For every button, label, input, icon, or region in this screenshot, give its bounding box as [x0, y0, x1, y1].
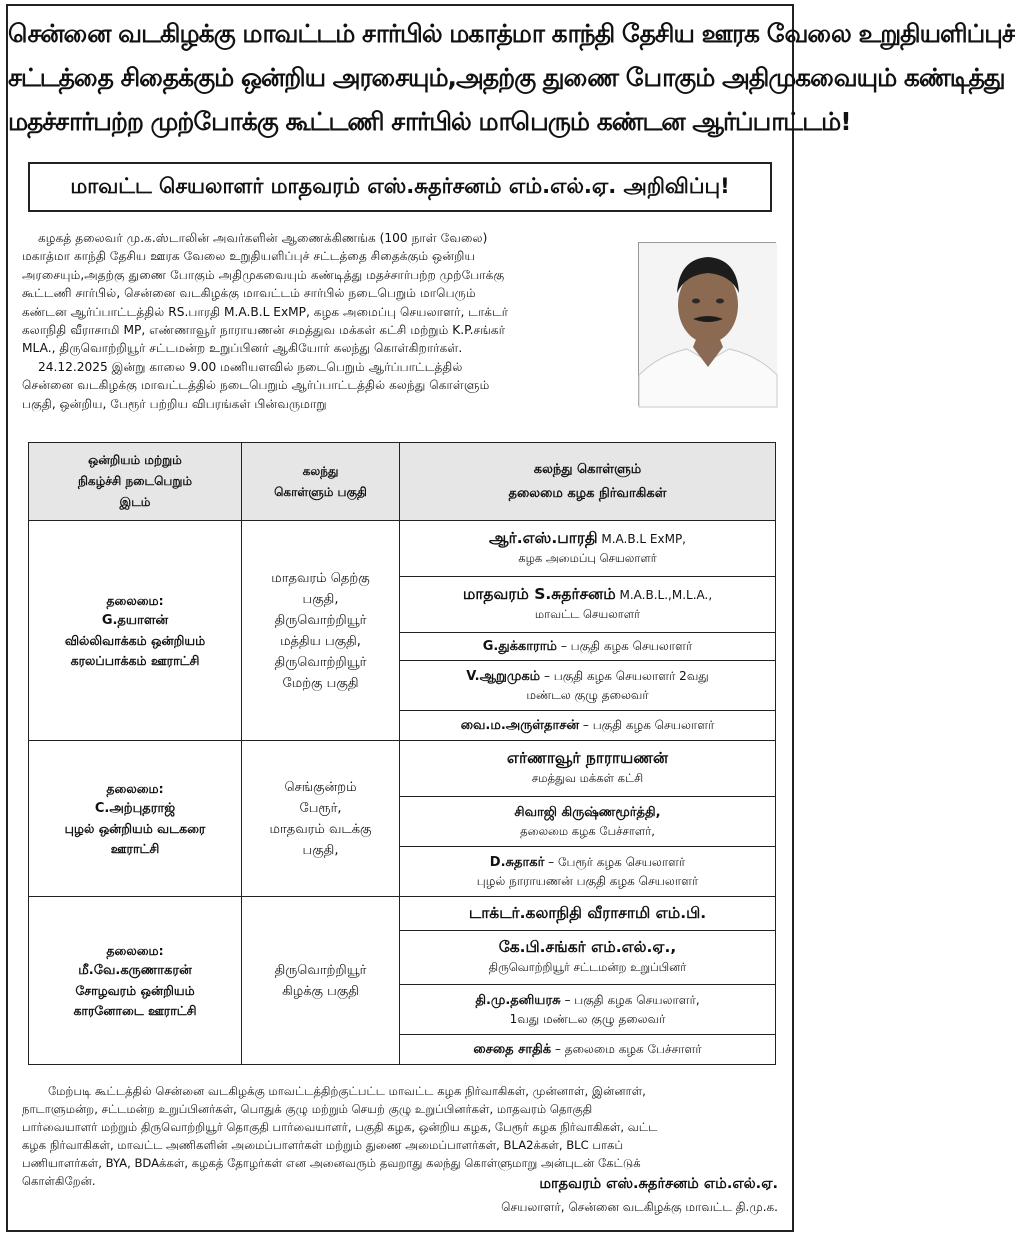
table-header-row	[29, 443, 776, 521]
intro-line: கழகத் தலைவர் மு.க.ஸ்டாலின் அவர்களின் ஆணைக்கிணங்க (100 நாள் வேலை)	[38, 231, 488, 245]
headline	[8, 12, 1015, 144]
leader-cell: V.ஆறுமுகம் – பகுதி கழக செயலாளர் 2வது மண்டல குழு தலைவர்	[400, 661, 776, 711]
leader-cell: D.சுதாகர் – பேரூர் கழக செயலாளர் புழல் நாராயணன் பகுதி கழக செயலாளர்	[400, 847, 776, 897]
leader-cell: சிவாஜி கிருஷ்ணமூர்த்தி, தலைமை கழக பேச்சாளர்,	[400, 797, 776, 847]
outro-line: நாடாளுமன்ற, சட்டமன்ற உறுப்பினர்கள், பொதுக் குழு மற்றும் செயற் குழு உறுப்பினர்கள், மாதவரம் தொகுதி	[22, 1102, 593, 1116]
intro-line: மகாத்மா காந்தி தேசிய ஊரக வேலை உறுதியளிப்புச் சட்டத்தை சிதைக்கும் ஒன்றிய	[22, 249, 475, 264]
outro-line: பார்வையாளர் மற்றும் திருவொற்றியூர் தொகுதி பார்வையாளர், பகுதி கழக, ஒன்றிய கழக, பேரூர் கழக நிர்வாகிகள், வட்ட	[22, 1120, 658, 1134]
area-cell: திருவொற்றியூர் கிழக்கு பகுதி	[242, 897, 400, 1065]
leader-cell: சைதை சாதிக் – தலைமை கழக பேச்சாளர்	[400, 1035, 776, 1065]
leader-cell: ஆர்.எஸ்.பாரதி M.A.B.L ExMP, கழக அமைப்பு செயலாளர்	[400, 521, 776, 577]
intro-line: கண்டன ஆர்ப்பாட்டத்தில் RS.பாரதி M.A.B.L ExMP, கழக அமைப்பு செயலாளர், டாக்டர்	[22, 304, 509, 319]
area-cell: செங்குன்றம் பேரூர், மாதவரம் வடக்கு பகுதி,	[242, 741, 400, 897]
notice-page	[6, 4, 1015, 1232]
notice-title: மாவட்ட செயலாளர் மாதவரம் எஸ்.சுதர்சனம் எம்.எல்.ஏ. அறிவிப்பு!	[28, 162, 772, 212]
headline-line: சட்டத்தை சிதைக்கும் ஒன்றிய அரசையும்,அதற்கு துணை போகும் அதிமுகவையும் கண்டித்து	[8, 63, 1005, 92]
table-row	[29, 897, 776, 931]
outro-line: பணியாளர்கள், BYA, BDAக்கள், கழகத் தோழர்கள் என அனைவரும் தவறாது கலந்து கொள்ளுமாறு அன்புடன் கேட்டுக்	[22, 1156, 641, 1170]
outro-line: கொள்கிறேன்.	[22, 1174, 96, 1188]
signatory-name: மாதவரம் எஸ்.சுதர்சனம் எம்.எல்.ஏ.	[539, 1176, 778, 1192]
location-cell: தலைமை: G.தயாளன் வில்லிவாக்கம் ஒன்றியம் கரலப்பாக்கம் ஊராட்சி	[29, 521, 242, 741]
intro-line: கூட்டணி சார்பில், சென்னை வடகிழக்கு மாவட்டம் சார்பில் நடைபெறும் மாபெரும்	[22, 286, 476, 301]
portrait-photo	[638, 242, 776, 406]
intro-line: பகுதி, ஒன்றிய, பேரூர் பற்றிய விபரங்கள் பின்வருமாறு	[22, 396, 327, 411]
table-row	[29, 521, 776, 577]
events-table	[28, 442, 776, 1065]
intro-line: சென்னை வடகிழக்கு மாவட்டத்தில் நடைபெறும் ஆர்ப்பாட்டத்தில் கலந்து கொள்ளும்	[22, 378, 490, 393]
location-cell: தலைமை: C.அற்புதராஜ் புழல் ஒன்றியம் வடகரை ஊராட்சி	[29, 741, 242, 897]
column-header-leaders: கலந்து கொள்ளும் தலைமை கழக நிர்வாகிகள்	[400, 443, 776, 521]
outro-line: மேற்படி கூட்டத்தில் சென்னை வடகிழக்கு மாவட்டத்திற்குட்பட்ட மாவட்ட கழக நிர்வாகிகள், முன்னாள், இன்னாள்,	[48, 1084, 646, 1098]
outro-line: கழக நிர்வாகிகள், மாவட்ட அணிகளின் அமைப்பாளர்கள் மற்றும் துணை அமைப்பாளர்கள், BLA2க்கள், BLC பாகப்	[22, 1138, 624, 1152]
signatory-role: செயலாளர், சென்னை வடகிழக்கு மாவட்ட தி.மு.க.	[501, 1200, 778, 1214]
leader-cell: வை.ம.அருள்தாசன் – பகுதி கழக செயலாளர்	[400, 711, 776, 741]
leader-cell: டாக்டர்.கலாநிதி வீராசாமி எம்.பி.	[400, 897, 776, 931]
leader-cell: G.துக்காராம் – பகுதி கழக செயலாளர்	[400, 633, 776, 661]
leader-cell: மாதவரம் S.சுதர்சனம் M.A.B.L.,M.L.A., மாவட்ட செயலாளர்	[400, 577, 776, 633]
signature-block	[501, 1172, 778, 1218]
intro-line: அரசையும்,அதற்கு துணை போகும் அதிமுகவையும் கண்டித்து மதச்சார்பற்ற முற்போக்கு	[22, 267, 505, 282]
column-header-area: கலந்து கொள்ளும் பகுதி	[242, 443, 400, 521]
intro-paragraph	[22, 229, 634, 413]
portrait-image	[639, 243, 777, 407]
intro-line: MLA., திருவொற்றியூர் சட்டமன்ற உறுப்பினர் ஆகியோர் கலந்து கொள்கிறார்கள்.	[22, 341, 463, 356]
intro-line: 24.12.2025 இன்று காலை 9.00 மணியளவில் நடைபெறும் ஆர்ப்பாட்டத்தில்	[38, 359, 463, 374]
headline-line: சென்னை வடகிழக்கு மாவட்டம் சார்பில் மகாத்மா காந்தி தேசிய ஊரக வேலை உறுதியளிப்புச்	[8, 19, 1015, 48]
leader-cell: தி.மு.தனியரசு – பகுதி கழக செயலாளர், 1வது மண்டல குழு தலைவர்	[400, 985, 776, 1035]
intro-line: கலாநிதி வீராசாமி MP, எண்ணாவூர் நாராயணன் சமத்துவ மக்கள் கட்சி மற்றும் K.P.சங்கர்	[22, 323, 506, 338]
leader-cell: எர்ணாவூர் நாராயணன் சமத்துவ மக்கள் கட்சி	[400, 741, 776, 797]
column-header-location: ஒன்றியம் மற்றும் நிகழ்ச்சி நடைபெறும் இடம்	[29, 443, 242, 521]
headline-line: மதச்சார்பற்ற முற்போக்கு கூட்டணி சார்பில் மாபெரும் கண்டன ஆர்ப்பாட்டம்!	[8, 107, 851, 136]
area-cell: மாதவரம் தெற்கு பகுதி, திருவொற்றியூர் மத்திய பகுதி, திருவொற்றியூர் மேற்கு பகுதி	[242, 521, 400, 741]
location-cell: தலைமை: மீ.வே.கருணாகரன் சோழவரம் ஒன்றியம் காரனோடை ஊராட்சி	[29, 897, 242, 1065]
leader-cell: கே.பி.சங்கர் எம்.எல்.ஏ., திருவொற்றியூர் சட்டமன்ற உறுப்பினர்	[400, 931, 776, 985]
table-row	[29, 741, 776, 797]
